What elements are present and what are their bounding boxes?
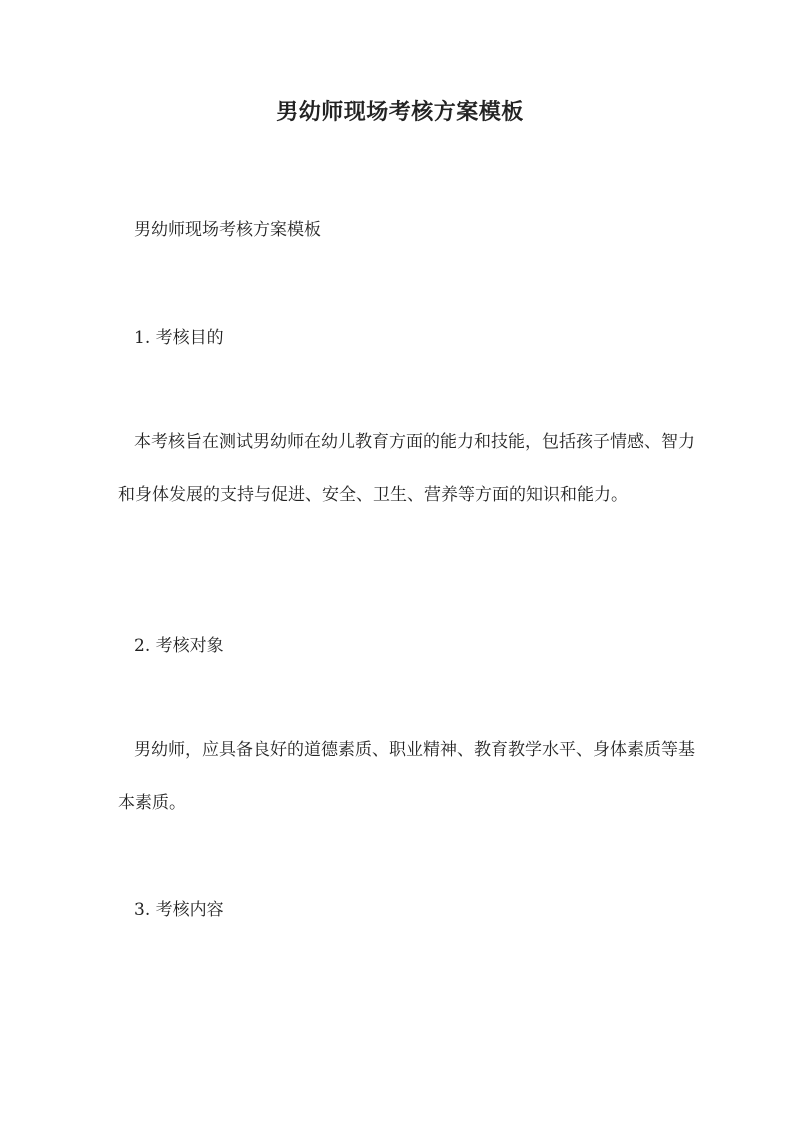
section-heading-content: 3. 考核内容	[134, 900, 224, 920]
document-subtitle: 男幼师现场考核方案模板	[134, 220, 321, 240]
page-title: 男幼师现场考核方案模板	[276, 99, 524, 125]
section-heading-target: 2. 考核对象	[134, 636, 224, 656]
section-body-purpose: 本考核旨在测试男幼师在幼儿教育方面的能力和技能，包括孩子情感、智力和身体发展的支持与促进、安全、卫生、营养等方面的知识和能力。	[118, 432, 695, 505]
section-heading-purpose: 1. 考核目的	[134, 328, 224, 348]
section-body-target: 男幼师，应具备良好的道德素质、职业精神、教育教学水平、身体素质等基本素质。	[118, 740, 695, 813]
